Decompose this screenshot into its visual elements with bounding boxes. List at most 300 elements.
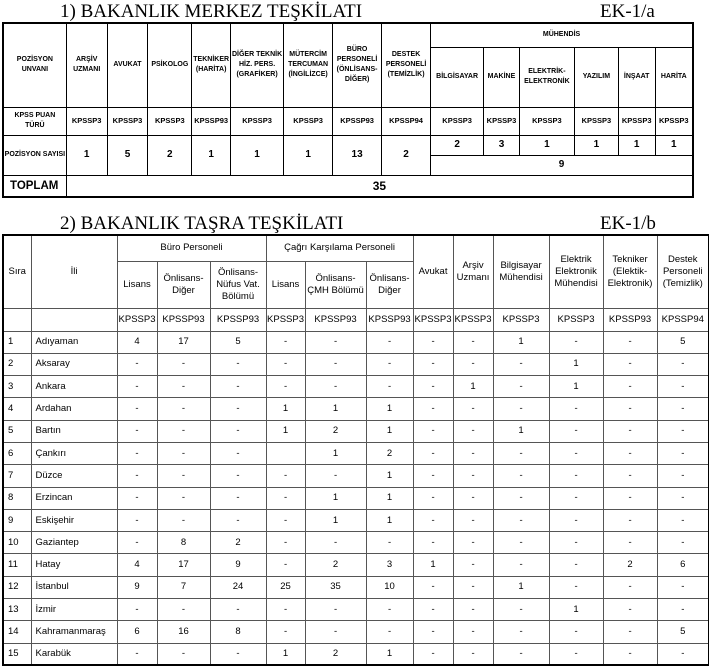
- province-name: Çankırı: [31, 442, 117, 464]
- muhendis-kpss-cell: KPSSP3: [431, 107, 484, 135]
- kpss-cell: KPSSP93: [210, 308, 266, 331]
- pozisyon-unvani-label: POZİSYON UNVANI: [3, 23, 66, 107]
- value-cell: 5: [657, 331, 709, 353]
- value-cell: 5: [210, 331, 266, 353]
- header-cell: DİĞER TEKNİK HİZ. PERS. (GRAFİKER): [231, 23, 284, 107]
- value-cell: -: [266, 621, 305, 643]
- value-cell: -: [657, 576, 709, 598]
- header-cell: AVUKAT: [107, 23, 148, 107]
- value-cell: 1: [549, 376, 603, 398]
- value-cell: -: [413, 509, 453, 531]
- value-cell: -: [453, 643, 493, 665]
- value-cell: -: [366, 621, 413, 643]
- row-number: 12: [3, 576, 31, 598]
- province-name: Erzincan: [31, 487, 117, 509]
- tasra-teskilati-table: [2, 234, 709, 666]
- value-cell: -: [305, 465, 366, 487]
- value-cell: -: [305, 599, 366, 621]
- value-cell: -: [266, 487, 305, 509]
- value-cell: -: [453, 420, 493, 442]
- value-cell: 8: [157, 532, 210, 554]
- value-cell: 1: [549, 599, 603, 621]
- kpss-cell: KPSSP93: [333, 107, 382, 135]
- kpss-label: KPSS PUAN TÜRÜ: [3, 107, 66, 135]
- value-cell: 1: [453, 376, 493, 398]
- value-cell: 7: [157, 576, 210, 598]
- table-row: [3, 599, 709, 621]
- count-cell: 1: [231, 135, 284, 175]
- value-cell: 9: [117, 576, 157, 598]
- table-b-code: EK-1/b: [600, 213, 656, 234]
- value-cell: -: [305, 331, 366, 353]
- value-cell: -: [657, 465, 709, 487]
- count-cell: 1: [284, 135, 333, 175]
- value-cell: -: [366, 353, 413, 375]
- value-cell: -: [413, 398, 453, 420]
- table-row: [3, 509, 709, 531]
- value-cell: -: [603, 442, 657, 464]
- value-cell: -: [603, 643, 657, 665]
- value-cell: -: [603, 487, 657, 509]
- value-cell: -: [210, 376, 266, 398]
- value-cell: 25: [266, 576, 305, 598]
- toplam-label: TOPLAM: [3, 175, 66, 197]
- value-cell: -: [157, 465, 210, 487]
- value-cell: -: [549, 643, 603, 665]
- cagri-lisans-header: Lisans: [266, 261, 305, 308]
- value-cell: -: [157, 509, 210, 531]
- value-cell: -: [453, 442, 493, 464]
- kpss-cell: KPSSP3: [66, 107, 107, 135]
- header-cell: BÜRO PERSONELİ (ÖNLİSANS-DİĞER): [333, 23, 382, 107]
- muhendis-count-cell: 1: [655, 135, 693, 155]
- value-cell: 1: [366, 643, 413, 665]
- row-number: 14: [3, 621, 31, 643]
- row-number: 3: [3, 376, 31, 398]
- value-cell: -: [603, 398, 657, 420]
- table-row: [3, 576, 709, 598]
- value-cell: -: [603, 353, 657, 375]
- value-cell: -: [266, 532, 305, 554]
- value-cell: -: [117, 643, 157, 665]
- value-cell: -: [657, 487, 709, 509]
- value-cell: -: [117, 532, 157, 554]
- value-cell: -: [266, 331, 305, 353]
- value-cell: -: [117, 420, 157, 442]
- value-cell: -: [549, 532, 603, 554]
- value-cell: -: [117, 398, 157, 420]
- row-number: 1: [3, 331, 31, 353]
- count-cell: 2: [382, 135, 431, 175]
- value-cell: -: [493, 465, 549, 487]
- table-row: [3, 442, 709, 464]
- value-cell: -: [117, 353, 157, 375]
- destek-personeli-header: Destek Personeli (Temizlik): [657, 235, 709, 308]
- tekniker-header: Tekniker (Elektik-Elektronik): [603, 235, 657, 308]
- sira-header: Sıra: [3, 235, 31, 308]
- value-cell: -: [453, 621, 493, 643]
- province-name: Kahramanmaraş: [31, 621, 117, 643]
- value-cell: -: [117, 376, 157, 398]
- table-a-code: EK-1/a: [600, 1, 655, 22]
- value-cell: 2: [366, 442, 413, 464]
- row-number: 6: [3, 442, 31, 464]
- value-cell: -: [413, 353, 453, 375]
- value-cell: -: [210, 465, 266, 487]
- province-name: Düzce: [31, 465, 117, 487]
- value-cell: 1: [266, 398, 305, 420]
- value-cell: -: [603, 576, 657, 598]
- value-cell: 3: [366, 554, 413, 576]
- value-cell: -: [157, 398, 210, 420]
- muhendis-count-cell: 1: [618, 135, 655, 155]
- buro-onlisans-diger-header: Önlisans-Diğer: [157, 261, 210, 308]
- value-cell: -: [493, 509, 549, 531]
- table-b-title: 2) BAKANLIK TAŞRA TEŞKİLATI: [60, 213, 344, 234]
- value-cell: -: [549, 420, 603, 442]
- table-row: [3, 376, 709, 398]
- value-cell: -: [603, 331, 657, 353]
- kpss-cell: KPSSP3: [493, 308, 549, 331]
- value-cell: -: [549, 487, 603, 509]
- value-cell: -: [603, 599, 657, 621]
- value-cell: -: [493, 621, 549, 643]
- value-cell: -: [157, 442, 210, 464]
- value-cell: -: [413, 576, 453, 598]
- kpss-cell: KPSSP3: [549, 308, 603, 331]
- value-cell: 1: [413, 554, 453, 576]
- value-cell: 1: [366, 398, 413, 420]
- value-cell: -: [210, 599, 266, 621]
- value-cell: -: [493, 376, 549, 398]
- value-cell: -: [453, 554, 493, 576]
- elektrik-muhendisi-header: Elektrik Elektronik Mühendisi: [549, 235, 603, 308]
- province-name: Hatay: [31, 554, 117, 576]
- value-cell: 6: [657, 554, 709, 576]
- value-cell: -: [305, 621, 366, 643]
- muhendis-subheader: ELEKTRİK-ELEKTRONİK: [519, 47, 574, 107]
- muhendis-subheader: MAKİNE: [484, 47, 520, 107]
- value-cell: 1: [493, 576, 549, 598]
- value-cell: -: [603, 465, 657, 487]
- province-name: İzmir: [31, 599, 117, 621]
- value-cell: 1: [266, 420, 305, 442]
- row-number: 13: [3, 599, 31, 621]
- table-row: [3, 487, 709, 509]
- value-cell: -: [493, 643, 549, 665]
- value-cell: -: [413, 643, 453, 665]
- value-cell: -: [210, 420, 266, 442]
- muhendis-count-cell: 2: [431, 135, 484, 155]
- province-name: Eskişehir: [31, 509, 117, 531]
- province-name: Ardahan: [31, 398, 117, 420]
- table-a-title: 1) BAKANLIK MERKEZ TEŞKİLATI: [60, 1, 363, 22]
- kpss-cell: KPSSP3: [231, 107, 284, 135]
- value-cell: -: [157, 353, 210, 375]
- value-cell: -: [603, 420, 657, 442]
- value-cell: -: [603, 376, 657, 398]
- count-cell: 1: [66, 135, 107, 175]
- value-cell: -: [603, 621, 657, 643]
- muhendis-subheader: İNŞAAT: [618, 47, 655, 107]
- kpss-cell: KPSSP3: [107, 107, 148, 135]
- value-cell: -: [453, 576, 493, 598]
- value-cell: -: [266, 554, 305, 576]
- row-number: 7: [3, 465, 31, 487]
- value-cell: 8: [210, 621, 266, 643]
- value-cell: -: [453, 599, 493, 621]
- value-cell: -: [657, 643, 709, 665]
- value-cell: -: [210, 442, 266, 464]
- value-cell: 2: [210, 532, 266, 554]
- value-cell: 6: [117, 621, 157, 643]
- row-number: 2: [3, 353, 31, 375]
- value-cell: -: [413, 331, 453, 353]
- value-cell: [266, 442, 305, 464]
- value-cell: 24: [210, 576, 266, 598]
- kpss-cell: KPSSP93: [366, 308, 413, 331]
- value-cell: -: [413, 465, 453, 487]
- value-cell: 1: [305, 442, 366, 464]
- cagri-karsilama-header: Çağrı Karşılama Personeli: [266, 235, 413, 261]
- avukat-header: Avukat: [413, 235, 453, 308]
- value-cell: -: [266, 599, 305, 621]
- value-cell: -: [305, 353, 366, 375]
- value-cell: -: [117, 599, 157, 621]
- value-cell: -: [493, 599, 549, 621]
- buro-personeli-header: Büro Personeli: [117, 235, 266, 261]
- value-cell: -: [549, 442, 603, 464]
- value-cell: 1: [366, 465, 413, 487]
- table-row: [3, 420, 709, 442]
- value-cell: 1: [493, 420, 549, 442]
- value-cell: -: [117, 465, 157, 487]
- value-cell: 35: [305, 576, 366, 598]
- muhendis-count-cell: 3: [484, 135, 520, 155]
- province-name: Aksaray: [31, 353, 117, 375]
- value-cell: -: [657, 442, 709, 464]
- row-number: 15: [3, 643, 31, 665]
- value-cell: -: [453, 398, 493, 420]
- province-name: Karabük: [31, 643, 117, 665]
- value-cell: -: [157, 643, 210, 665]
- il-header: İli: [31, 235, 117, 308]
- cagri-onlisans-diger-header: Önlisans-Diğer: [366, 261, 413, 308]
- value-cell: 1: [493, 331, 549, 353]
- muhendis-subheader: BİLGİSAYAR: [431, 47, 484, 107]
- value-cell: -: [117, 509, 157, 531]
- cagri-onlisans-cmh-header: Önlisans-ÇMH Bölümü: [305, 261, 366, 308]
- value-cell: -: [366, 376, 413, 398]
- kpss-cell: KPSSP94: [657, 308, 709, 331]
- value-cell: 16: [157, 621, 210, 643]
- row-number: 8: [3, 487, 31, 509]
- value-cell: 1: [366, 420, 413, 442]
- value-cell: -: [413, 420, 453, 442]
- value-cell: 17: [157, 331, 210, 353]
- value-cell: -: [266, 376, 305, 398]
- value-cell: -: [413, 621, 453, 643]
- kpss-cell: KPSSP3: [453, 308, 493, 331]
- kpss-cell: KPSSP3: [148, 107, 192, 135]
- value-cell: -: [493, 442, 549, 464]
- value-cell: 1: [305, 487, 366, 509]
- kpss-cell: KPSSP93: [157, 308, 210, 331]
- province-name: Ankara: [31, 376, 117, 398]
- table-row: [3, 554, 709, 576]
- value-cell: -: [493, 532, 549, 554]
- value-cell: -: [549, 398, 603, 420]
- kpss-cell: KPSSP94: [382, 107, 431, 135]
- value-cell: -: [413, 376, 453, 398]
- value-cell: 2: [305, 554, 366, 576]
- value-cell: -: [413, 442, 453, 464]
- value-cell: -: [210, 643, 266, 665]
- province-name: Adıyaman: [31, 331, 117, 353]
- value-cell: -: [657, 420, 709, 442]
- muhendis-kpss-cell: KPSSP3: [618, 107, 655, 135]
- value-cell: -: [157, 599, 210, 621]
- table-row: [3, 465, 709, 487]
- row-number: 10: [3, 532, 31, 554]
- province-name: Gaziantep: [31, 532, 117, 554]
- value-cell: -: [549, 621, 603, 643]
- value-cell: 1: [305, 509, 366, 531]
- value-cell: -: [157, 487, 210, 509]
- value-cell: -: [453, 331, 493, 353]
- value-cell: -: [366, 599, 413, 621]
- value-cell: -: [157, 376, 210, 398]
- merkez-teskilati-table: [2, 22, 694, 198]
- value-cell: -: [549, 554, 603, 576]
- kpss-cell: KPSSP93: [305, 308, 366, 331]
- province-name: Bartın: [31, 420, 117, 442]
- buro-onlisans-nufus-header: Önlisans-Nüfus Vat. Bölümü: [210, 261, 266, 308]
- value-cell: -: [657, 398, 709, 420]
- value-cell: -: [210, 509, 266, 531]
- value-cell: -: [603, 532, 657, 554]
- value-cell: -: [549, 576, 603, 598]
- value-cell: -: [453, 509, 493, 531]
- header-cell: DESTEK PERSONELİ (TEMİZLİK): [382, 23, 431, 107]
- muhendis-kpss-cell: KPSSP3: [484, 107, 520, 135]
- muhendis-kpss-cell: KPSSP3: [655, 107, 693, 135]
- muhendis-subheader: HARİTA: [655, 47, 693, 107]
- value-cell: -: [657, 353, 709, 375]
- count-cell: 13: [333, 135, 382, 175]
- value-cell: 4: [117, 331, 157, 353]
- value-cell: -: [157, 420, 210, 442]
- kpss-cell: KPSSP3: [413, 308, 453, 331]
- value-cell: 1: [305, 398, 366, 420]
- value-cell: -: [493, 487, 549, 509]
- value-cell: -: [210, 398, 266, 420]
- table-row: [3, 621, 709, 643]
- kpss-cell: KPSSP93: [192, 107, 231, 135]
- row-number: 4: [3, 398, 31, 420]
- kpss-cell: KPSSP93: [603, 308, 657, 331]
- muhendis-kpss-cell: KPSSP3: [574, 107, 618, 135]
- value-cell: -: [210, 353, 266, 375]
- value-cell: 1: [366, 487, 413, 509]
- value-cell: 1: [549, 353, 603, 375]
- muhendis-subheader: YAZILIM: [574, 47, 618, 107]
- row-number: 11: [3, 554, 31, 576]
- kpss-cell: KPSSP3: [284, 107, 333, 135]
- row-number: 5: [3, 420, 31, 442]
- value-cell: -: [266, 509, 305, 531]
- value-cell: -: [453, 487, 493, 509]
- value-cell: -: [413, 532, 453, 554]
- header-cell: PSİKOLOG: [148, 23, 192, 107]
- arsiv-uzmani-header: Arşiv Uzmanı: [453, 235, 493, 308]
- table-row: [3, 353, 709, 375]
- count-cell: 2: [148, 135, 192, 175]
- value-cell: -: [305, 532, 366, 554]
- value-cell: 2: [305, 643, 366, 665]
- value-cell: -: [210, 487, 266, 509]
- value-cell: -: [117, 442, 157, 464]
- value-cell: 1: [366, 509, 413, 531]
- header-cell: ARŞİV UZMANI: [66, 23, 107, 107]
- pozisyon-sayisi-label: POZİSYON SAYISI: [3, 135, 66, 175]
- header-cell: MÜTERCİM TERCUMAN (İNGİLİZCE): [284, 23, 333, 107]
- value-cell: -: [657, 599, 709, 621]
- kpss-cell: KPSSP3: [117, 308, 157, 331]
- muhendis-header: MÜHENDİS: [431, 23, 693, 47]
- value-cell: 9: [210, 554, 266, 576]
- value-cell: 2: [603, 554, 657, 576]
- bilgisayar-muhendisi-header: Bilgisayar Mühendisi: [493, 235, 549, 308]
- header-cell: TEKNİKER (HARİTA): [192, 23, 231, 107]
- value-cell: -: [493, 398, 549, 420]
- value-cell: -: [493, 554, 549, 576]
- toplam-value: 35: [66, 175, 693, 197]
- value-cell: -: [453, 465, 493, 487]
- value-cell: -: [453, 353, 493, 375]
- value-cell: -: [305, 376, 366, 398]
- value-cell: -: [549, 331, 603, 353]
- table-row: [3, 398, 709, 420]
- value-cell: -: [366, 532, 413, 554]
- value-cell: -: [493, 353, 549, 375]
- muhendis-total: 9: [431, 155, 693, 175]
- value-cell: -: [549, 465, 603, 487]
- muhendis-kpss-cell: KPSSP3: [519, 107, 574, 135]
- value-cell: -: [657, 509, 709, 531]
- value-cell: -: [366, 331, 413, 353]
- count-cell: 5: [107, 135, 148, 175]
- table-row: [3, 532, 709, 554]
- muhendis-count-cell: 1: [519, 135, 574, 155]
- value-cell: -: [603, 509, 657, 531]
- value-cell: 4: [117, 554, 157, 576]
- value-cell: -: [413, 599, 453, 621]
- value-cell: -: [453, 532, 493, 554]
- value-cell: 17: [157, 554, 210, 576]
- muhendis-count-cell: 1: [574, 135, 618, 155]
- count-cell: 1: [192, 135, 231, 175]
- value-cell: 2: [305, 420, 366, 442]
- value-cell: 10: [366, 576, 413, 598]
- value-cell: -: [657, 376, 709, 398]
- value-cell: 5: [657, 621, 709, 643]
- kpss-cell: KPSSP3: [266, 308, 305, 331]
- value-cell: -: [266, 465, 305, 487]
- value-cell: -: [549, 509, 603, 531]
- value-cell: -: [117, 487, 157, 509]
- table-row: [3, 331, 709, 353]
